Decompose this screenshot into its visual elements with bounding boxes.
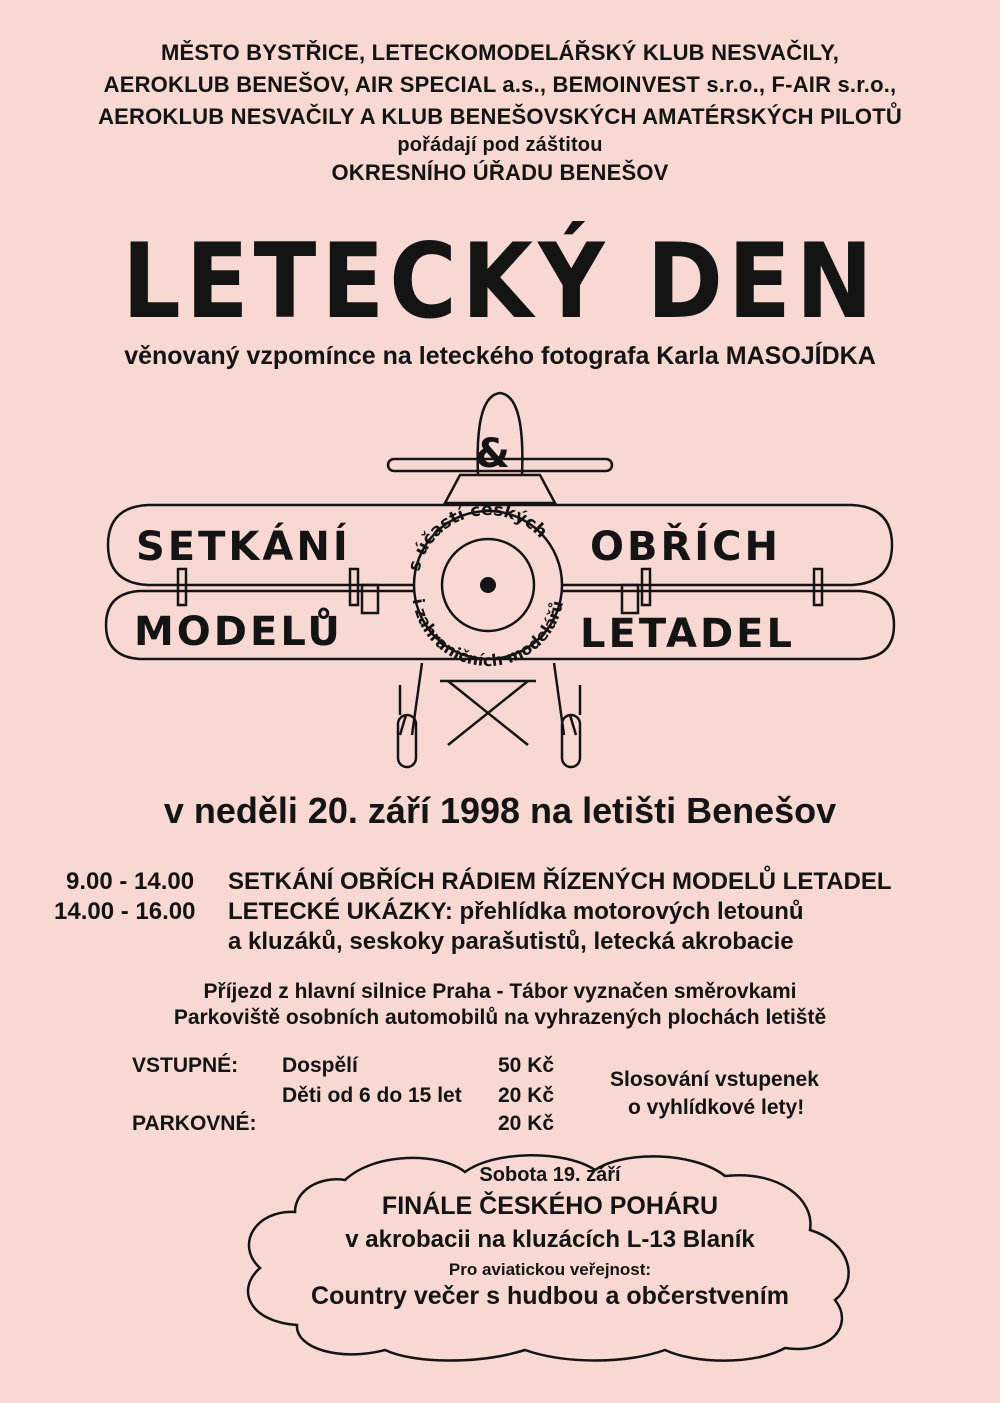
access-info-line-1: Příjezd z hlavní silnice Praha - Tábor vyznačen směrovkami (203, 980, 797, 1003)
schedule-time-2: 14.00 - 16.00 (54, 898, 196, 925)
biplane-icon (100, 385, 900, 780)
patron-name: OKRESNÍHO ÚŘADU BENEŠOV (331, 160, 669, 185)
access-info-line-2: Parkoviště osobních automobilů na vyhrazených plochách letiště (173, 1006, 827, 1029)
fuselage-top (445, 475, 555, 503)
propeller-arc-text-bottom: i zahraničních modelářů (408, 597, 568, 671)
children-label: Děti od 6 do 15 let (282, 1084, 462, 1107)
organizers-line-1: MĚSTO BYSTŘICE, LETECKOMODELÁŘSKÝ KLUB NESVAČILY, (160, 40, 840, 65)
saturday-date: Sobota 19. září (479, 1164, 621, 1186)
strut-right-outer (814, 569, 822, 605)
parking-price: 20 Kč (498, 1112, 555, 1135)
strut-left-outer (178, 569, 186, 605)
poster-title: LETECKÝ DEN (122, 222, 878, 342)
children-price: 20 Kč (498, 1084, 555, 1107)
lottery-line-2: o vyhlídkové lety! (628, 1096, 805, 1119)
schedule-item-2-line-2: a kluzáků, seskoky parašutistů, letecká akrobacie (228, 928, 794, 955)
strut-right-inner (642, 569, 650, 605)
parking-fee-label: PARKOVNÉ: (132, 1112, 257, 1135)
saturday-event-title: FINÁLE ČESKÉHO POHÁRU (381, 1192, 719, 1220)
organizers-line-2: AEROKLUB BENEŠOV, AIR SPECIAL a.s., BEMOINVEST s.r.o., F-AIR s.r.o., (103, 72, 897, 97)
schedule-time-1: 9.00 - 14.00 (66, 868, 195, 895)
public-intro: Pro aviatickou veřejnost: (448, 1260, 652, 1279)
propeller-arc-text-top: s účastí českých (404, 499, 552, 574)
wheel-right (562, 715, 580, 767)
wing-text-lower-left: MODELŮ (134, 609, 343, 655)
entry-fee-label: VSTUPNÉ: (132, 1054, 239, 1077)
propeller-center-dot (480, 577, 496, 593)
wing-text-upper-right: OBŘÍCH (590, 524, 782, 570)
adults-label: Dospělí (282, 1054, 358, 1077)
strut-left-inner (350, 569, 358, 605)
event-date-line: v neděli 20. září 1998 na letišti Benešov (163, 790, 837, 831)
biplane-illustration (100, 385, 900, 780)
schedule-item-1: SETKÁNÍ OBŘÍCH RÁDIEM ŘÍZENÝCH MODELŮ LETADEL (228, 868, 892, 895)
lottery-line-1: Slosování vstupenek (610, 1068, 819, 1091)
strut-right-box (622, 585, 638, 613)
adults-price: 50 Kč (498, 1054, 555, 1077)
wing-text-lower-right: LETADEL (580, 611, 795, 657)
saturday-cloud-box (225, 1150, 875, 1365)
saturday-event-detail: v akrobacii na kluzácích L-13 Blaník (345, 1226, 755, 1253)
organizers-line-3: AEROKLUB NESVAČILY A KLUB BENEŠOVSKÝCH AMATÉRSKÝCH PILOTŮ (98, 104, 902, 129)
schedule-item-2-line-1: LETECKÉ UKÁZKY: přehlídka motorových letounů (228, 898, 804, 925)
ampersand: & (475, 431, 510, 477)
landing-gear-cross (440, 681, 536, 745)
wing-text-upper-left: SETKÁNÍ (136, 524, 351, 570)
patronage-intro: pořádají pod záštitou (397, 134, 603, 156)
landing-gear-legs (412, 663, 564, 735)
strut-left-box (362, 585, 378, 613)
poster-subtitle: věnovaný vzpomínce na leteckého fotografa Karla MASOJÍDKA (124, 342, 876, 370)
public-event: Country večer s hudbou a občerstvením (311, 1282, 789, 1310)
